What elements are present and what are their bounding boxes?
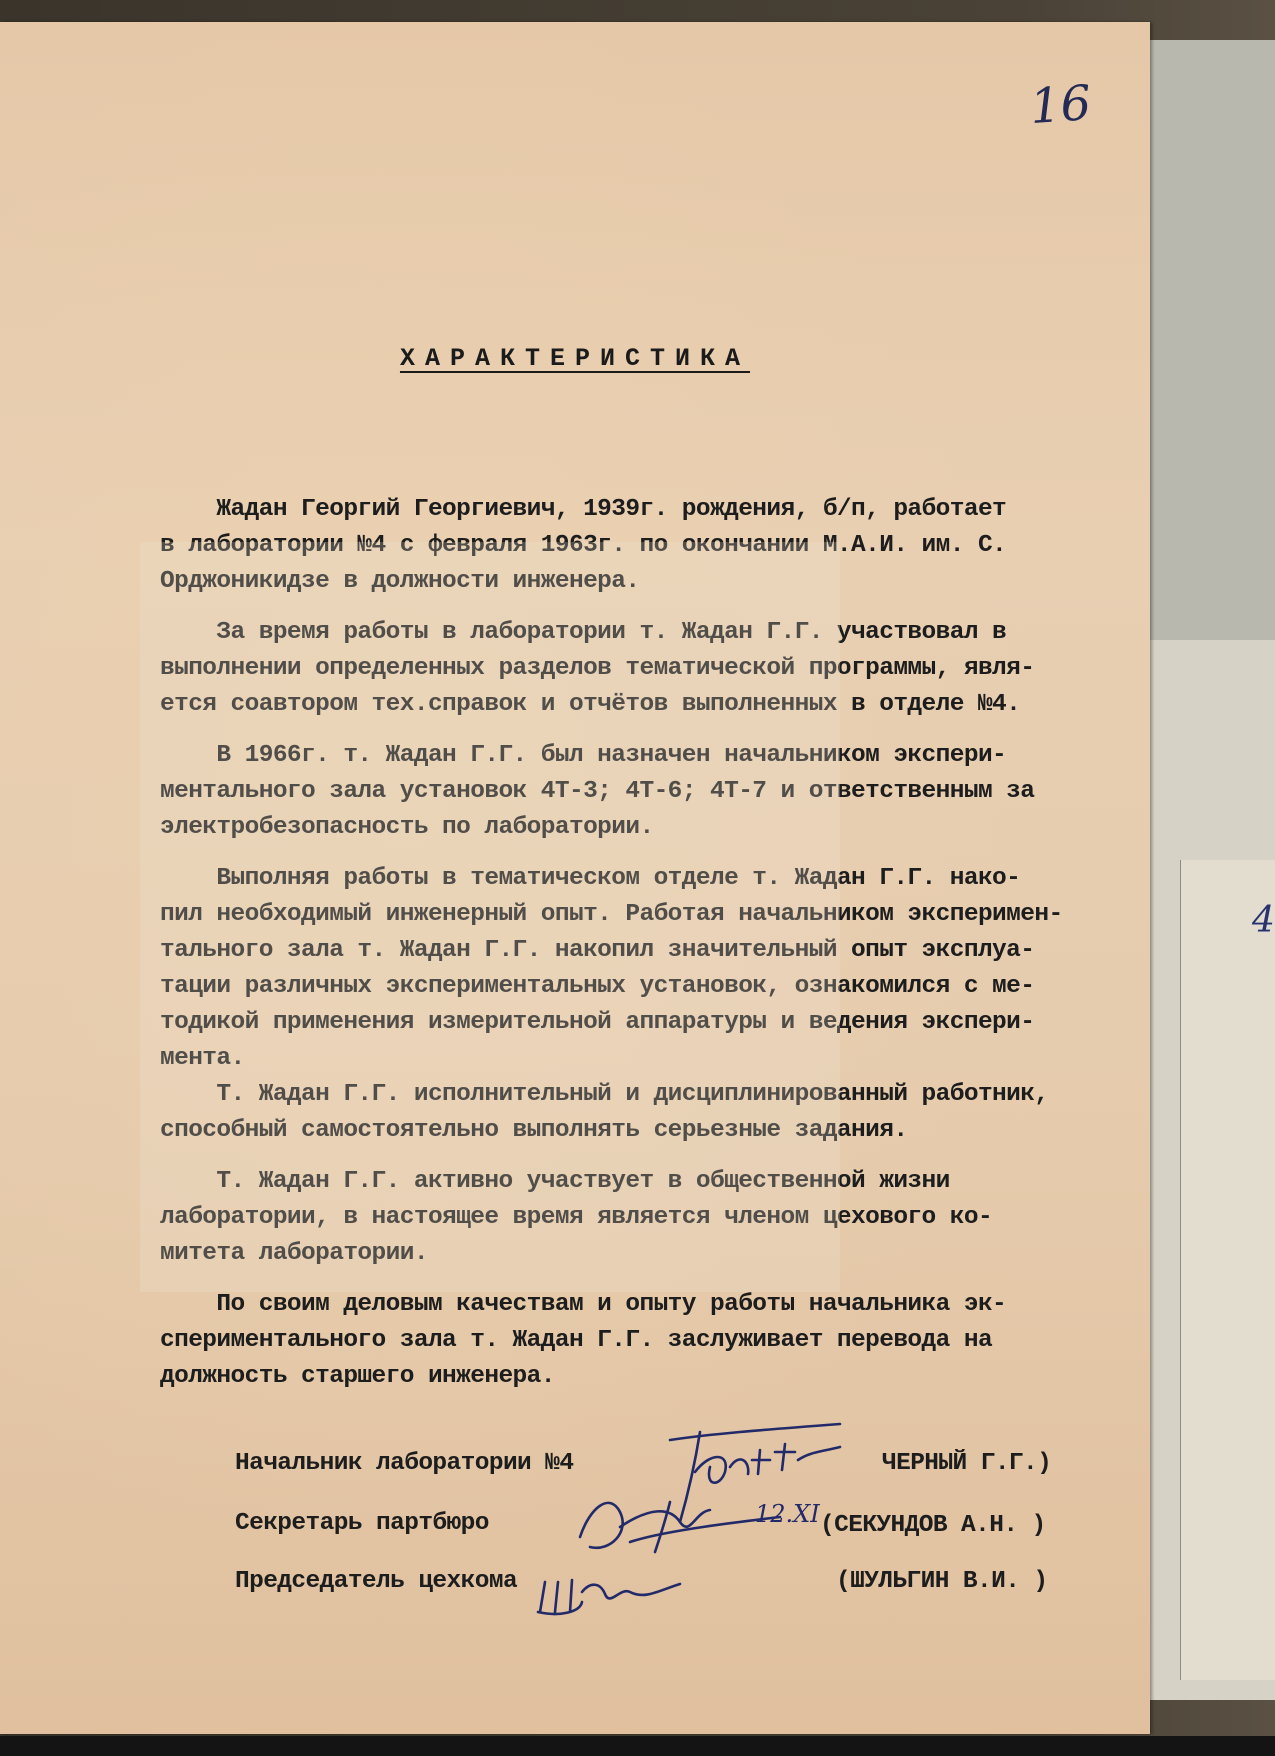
handwritten-date: 12.XI [755,1500,820,1528]
text-line: в лаборатории №4 с февраля 1963г. по окончании М.А.И. им. С. [160,532,1007,559]
signature-role: Начальник лаборатории №4 [235,1450,574,1477]
handwritten-signatures [520,1412,900,1622]
text-line: Жадан Георгий Георгиевич, 1939г. рождения, б/п, работает [160,496,1007,523]
margin-mark: 4 [1252,900,1275,941]
scan-edge [0,1736,1275,1756]
text-line: спериментального зала т. Жадан Г.Г. заслуживает перевода на [160,1327,993,1354]
text-line: способный самостоятельно выполнять серьезные задания. [160,1117,908,1144]
text-line: В 1966г. т. Жадан Г.Г. был назначен начальником экспери- [160,742,1007,769]
text-line: электробезопасность по лаборатории. [160,814,654,841]
text-line: Выполняя работы в тематическом отделе т. Жадан Г.Г. нако- [160,865,1021,892]
text-line: пил необходимый инженерный опыт. Работая начальником эксперимен- [160,901,1063,928]
signatory-name: (СЕКУНДОВ А.Н. ) [820,1512,1046,1539]
paragraph [160,492,1120,600]
text-line: ется соавтором тех.справок и отчётов выполненных в отделе №4. [160,691,1021,718]
text-line: мента. [160,1045,245,1072]
text-line: По своим деловым качествам и опыту работы начальника эк- [160,1291,1007,1318]
text-line: тодикой применения измерительной аппаратуры и ведения экспери- [160,1009,1035,1036]
signatory-name: (ШУЛЬГИН В.И. ) [836,1568,1048,1595]
text-line: тального зала т. Жадан Г.Г. накопил значительный опыт эксплуа- [160,937,1035,964]
text-line: ментального зала установок 4Т-3; 4Т-6; 4Т-7 и ответственным за [160,778,1035,805]
text-line: митета лаборатории. [160,1240,428,1267]
text-line: Орджоникидзе в должности инженера. [160,568,640,595]
text-line: Т. Жадан Г.Г. активно участвует в общественной жизни [160,1168,950,1195]
paragraph [160,1164,1120,1272]
text-line: тации различных экспериментальных установок, ознакомился с ме- [160,973,1035,1000]
text-line: должность старшего инженера. [160,1363,555,1390]
title-text: ХАРАКТЕРИСТИКА [399,344,751,373]
paragraph [160,738,1120,846]
signature-role: Секретарь партбюро [235,1510,489,1537]
paragraph [160,861,1120,1077]
document-title [0,344,1150,373]
document-page [0,22,1150,1734]
paragraph [160,1287,1120,1395]
signatory-name: ЧЕРНЫЙ Г.Г.) [882,1450,1052,1477]
document-body [160,492,1120,1395]
text-line: выполнении определенных разделов тематической программы, явля- [160,655,1035,682]
handwritten-page-number: 16 [1028,74,1093,136]
underlying-sheet [1180,860,1275,1680]
paragraph [160,615,1120,723]
signature-role: Председатель цехкома [235,1568,518,1595]
text-line: Т. Жадан Г.Г. исполнительный и дисциплинированный работник, [160,1081,1049,1108]
text-line: За время работы в лаборатории т. Жадан Г.Г. участвовал в [160,619,1007,646]
paragraph [160,1077,1120,1149]
text-line: лаборатории, в настоящее время является членом цехового ко- [160,1204,993,1231]
